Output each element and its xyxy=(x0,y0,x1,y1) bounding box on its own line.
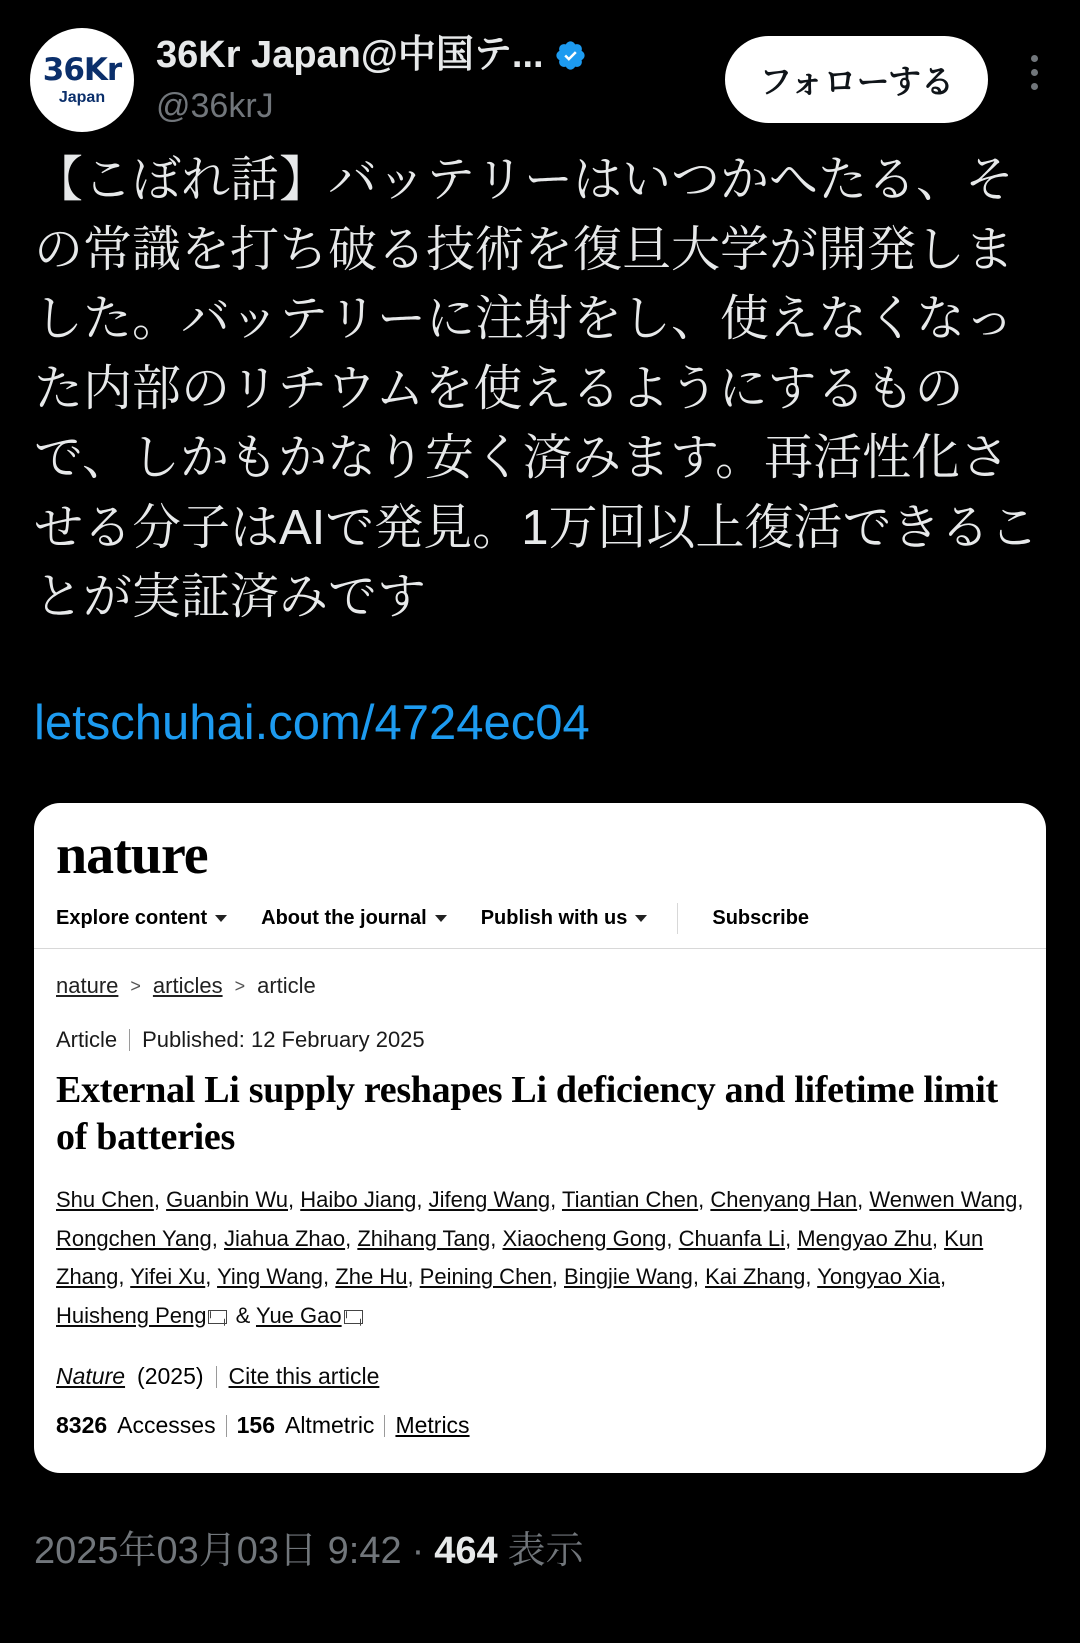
tweet-text: 【こぼれ話】バッテリーはいつかへたる、その常識を打ち破る技術を復旦大学が開発しました。バッテリーに注射をし、使えなくなった内部のリチウムを使えるようにするもので、しかもかなり安く済みます。再活性化させる分子はAIで発見。1万回以上復活できることが実証済みです xyxy=(34,153,1039,625)
article-type: Article xyxy=(56,1027,118,1053)
author-link[interactable]: Jifeng Wang xyxy=(428,1187,551,1213)
more-options-icon[interactable] xyxy=(1014,44,1054,100)
nav-item-label: Subscribe xyxy=(712,907,810,930)
nav-item-publish-with-us[interactable] xyxy=(469,907,670,930)
author-link[interactable]: Jiahua Zhao xyxy=(224,1225,346,1251)
author-link[interactable]: Zhe Hu xyxy=(335,1264,408,1290)
author-sep: , xyxy=(666,1225,679,1251)
meta-divider xyxy=(216,1366,217,1388)
author-link[interactable]: Ying Wang xyxy=(217,1264,324,1290)
author-link[interactable]: Kun Zhang xyxy=(56,1225,984,1290)
author-sep: , xyxy=(698,1187,711,1213)
email-icon[interactable] xyxy=(344,1310,363,1324)
author-link[interactable]: Haibo Jiang xyxy=(300,1187,417,1213)
breadcrumb-item-nature[interactable]: nature xyxy=(56,973,119,999)
nav-item-label: About the journal xyxy=(261,907,427,930)
author-link[interactable]: Bingjie Wang xyxy=(564,1264,693,1290)
cite-this-article-link[interactable]: Cite this article xyxy=(228,1363,380,1390)
tweet-timestamp: 2025年03月03日 9:42 xyxy=(34,1530,402,1573)
author-sep: , xyxy=(785,1225,798,1251)
nav-item-about-the-journal[interactable] xyxy=(249,907,469,930)
author-sep: , xyxy=(551,1264,565,1290)
footer-separator: · xyxy=(411,1530,425,1573)
author-link[interactable]: Yongyao Xia xyxy=(817,1264,940,1290)
author-link[interactable]: Guanbin Wu xyxy=(166,1187,288,1213)
article-meta xyxy=(34,1009,1046,1053)
views-count: 464 xyxy=(434,1530,498,1573)
accesses-label: Accesses xyxy=(117,1412,216,1439)
journal-citation xyxy=(34,1335,1046,1390)
author-sep: , xyxy=(407,1264,420,1290)
author-link[interactable]: Huisheng Peng xyxy=(56,1302,207,1328)
email-icon[interactable] xyxy=(208,1310,227,1324)
author-link[interactable]: Rongchen Yang xyxy=(56,1225,212,1251)
avatar-logo-line1: 36Kr xyxy=(42,51,122,88)
avatar[interactable] xyxy=(30,28,134,132)
chevron-down-icon xyxy=(435,915,447,922)
account-display-name[interactable]: 36Kr Japan@中国テ... xyxy=(156,34,544,76)
tweet-link[interactable]: letschuhai.com/4724ec04 xyxy=(34,696,590,751)
author-link[interactable]: Chenyang Han xyxy=(710,1187,858,1213)
article-published-date: Published: 12 February 2025 xyxy=(142,1027,425,1053)
author-sep: , xyxy=(211,1225,224,1251)
author-sep: , xyxy=(805,1264,818,1290)
author-link[interactable]: Chuanfa Li xyxy=(678,1225,786,1251)
account-name-block xyxy=(156,28,587,126)
author-link[interactable]: Zhihang Tang xyxy=(357,1225,491,1251)
author-sep: , xyxy=(857,1187,870,1213)
meta-divider xyxy=(384,1415,385,1437)
card-brand-bar xyxy=(34,803,1046,893)
altmetric-label: Altmetric xyxy=(284,1412,375,1439)
avatar-logo xyxy=(42,51,122,106)
metrics-link[interactable]: Metrics xyxy=(395,1412,470,1439)
author-sep: , xyxy=(288,1187,301,1213)
nav-item-subscribe[interactable] xyxy=(700,907,831,930)
journal-name-link[interactable]: Nature xyxy=(56,1363,126,1390)
author-sep: , xyxy=(1017,1187,1024,1213)
author-sep: , xyxy=(692,1264,706,1290)
article-title: External Li supply reshapes Li deficiency and lifetime limit of batteries xyxy=(56,1069,998,1159)
author-sep: , xyxy=(153,1187,167,1213)
author-link[interactable]: Peining Chen xyxy=(419,1264,552,1290)
author-link[interactable]: Tiantian Chen xyxy=(561,1187,699,1213)
author-link[interactable]: Shu Chen xyxy=(56,1187,154,1213)
author-sep: , xyxy=(345,1225,358,1251)
avatar-logo-line2: Japan xyxy=(58,88,106,106)
views-label: 表示 xyxy=(507,1530,584,1573)
author-link[interactable]: Mengyao Zhu xyxy=(797,1225,932,1251)
author-sep: , xyxy=(323,1264,336,1290)
accesses-count: 8326 xyxy=(56,1412,108,1439)
card-nav xyxy=(34,893,1046,949)
author-sep: , xyxy=(416,1187,429,1213)
meta-divider xyxy=(226,1415,227,1437)
display-name-row xyxy=(156,34,587,78)
article-stats xyxy=(34,1390,1046,1473)
account-handle[interactable]: @36krJ xyxy=(156,86,274,125)
breadcrumb-separator: > xyxy=(130,975,141,996)
nav-divider xyxy=(677,903,678,934)
meta-divider xyxy=(129,1029,130,1051)
article-authors xyxy=(34,1161,1046,1335)
chevron-down-icon xyxy=(215,915,227,922)
breadcrumb xyxy=(34,949,1046,1009)
nature-logo: nature xyxy=(56,824,208,887)
journal-year: (2025) xyxy=(137,1363,204,1390)
author-link[interactable]: Kai Zhang xyxy=(705,1264,806,1290)
author-sep: , xyxy=(205,1264,218,1290)
nav-item-label: Explore content xyxy=(56,907,208,930)
authors-ampersand: & xyxy=(235,1302,251,1328)
verified-badge-icon xyxy=(554,39,587,72)
author-sep: , xyxy=(118,1264,131,1290)
author-sep: , xyxy=(931,1225,945,1251)
author-sep: , xyxy=(490,1225,503,1251)
author-link[interactable]: Xiaocheng Gong xyxy=(502,1225,667,1251)
follow-button[interactable]: フォローする xyxy=(725,36,988,123)
nav-item-explore-content[interactable] xyxy=(56,907,249,930)
nav-item-label: Publish with us xyxy=(480,907,628,930)
altmetric-count: 156 xyxy=(236,1412,275,1439)
author-link[interactable]: Wenwen Wang xyxy=(869,1187,1018,1213)
chevron-down-icon xyxy=(635,915,647,922)
breadcrumb-item-article: article xyxy=(257,973,316,999)
tweet-footer xyxy=(0,1473,1080,1614)
author-sep: , xyxy=(550,1187,562,1213)
tweet-header xyxy=(0,0,1080,140)
link-preview-card[interactable] xyxy=(34,803,1046,1473)
breadcrumb-separator: > xyxy=(234,975,246,996)
author-sep: , xyxy=(939,1264,947,1290)
author-link[interactable]: Yue Gao xyxy=(255,1302,342,1328)
author-link[interactable]: Yifei Xu xyxy=(130,1264,206,1290)
breadcrumb-item-articles[interactable]: articles xyxy=(152,973,223,999)
